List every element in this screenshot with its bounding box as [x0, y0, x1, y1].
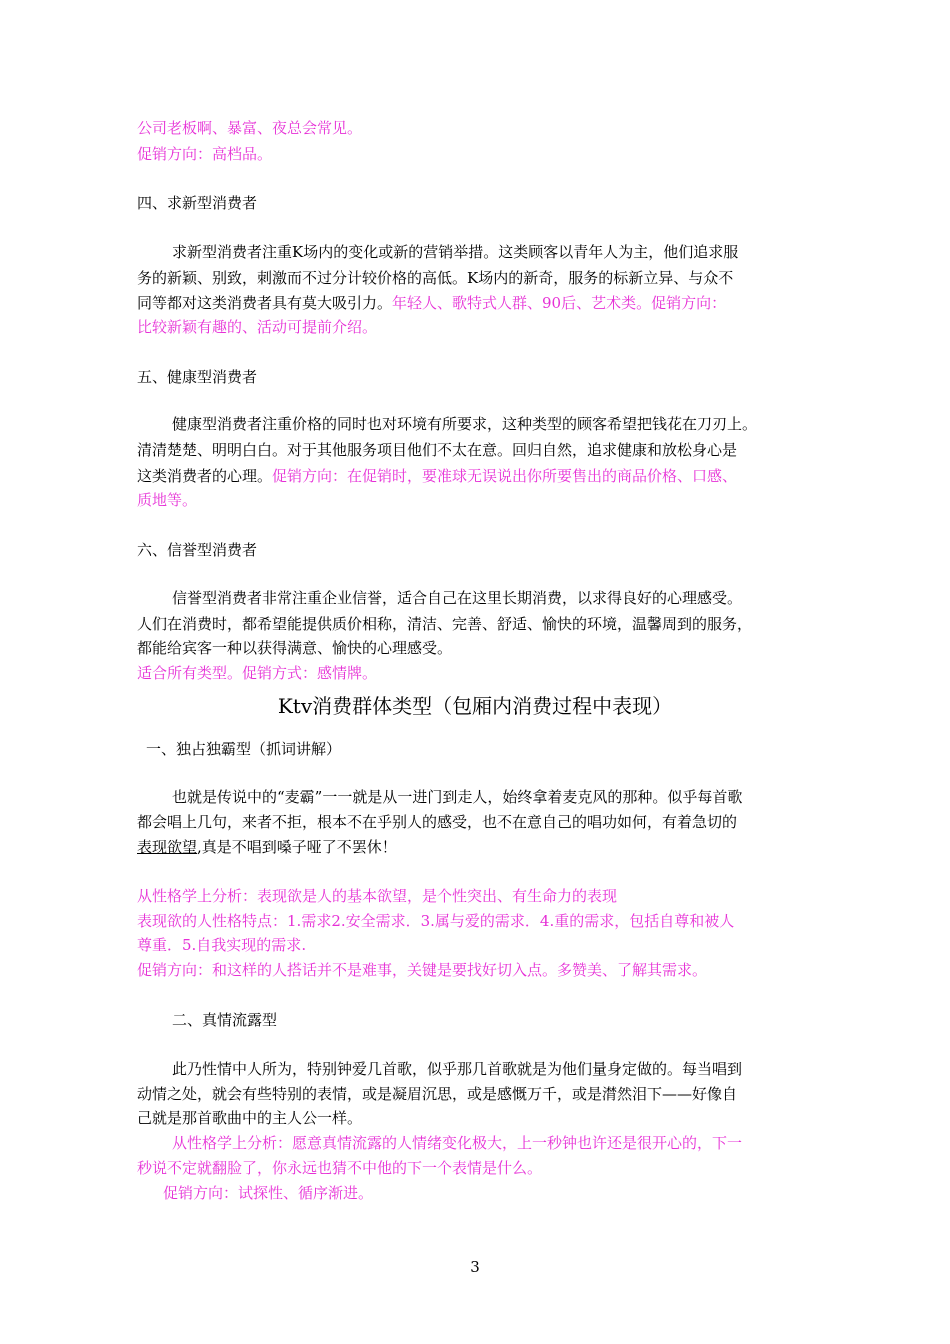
paragraph-line: 求新型消费者注重K场内的变化或新的营销举措。这类顾客以青年人为主，他们追求服	[172, 243, 739, 261]
analysis-line: 尊重．5.自我实现的需求.	[137, 936, 307, 954]
paragraph-line: 动情之处，就会有些特别的表情，或是凝眉沉思，或是感慨万千，或是潸然泪下——好像自	[137, 1085, 738, 1103]
text-span: ,真是不唱到嗓子哑了不罢休！	[197, 838, 397, 856]
highlight-span: 促销方向：在促销时，要准球无误说出你所要售出的商品价格、口感、	[272, 467, 738, 485]
analysis-line: 从性格学上分析：愿意真情流露的人情绪变化极大，上一秒钟也许还是很开心的，下一	[172, 1134, 743, 1152]
section-heading: 六、信誉型消费者	[137, 541, 258, 559]
text-line: 促销方向：高档品。	[137, 145, 273, 163]
paragraph-line	[137, 466, 737, 486]
section-title: Ktv消费群体类型（包厢内消费过程中表现）	[277, 694, 673, 718]
paragraph-line: 务的新颖、别致，刺激而不过分计较价格的高低。K场内的新奇，服务的标新立异、与众不	[137, 269, 734, 287]
page-number: 3	[470, 1258, 480, 1276]
paragraph-line: 都会唱上几句，来者不拒，根本不在乎别人的感受，也不在意自己的唱功如何，有着急切的	[137, 813, 738, 831]
paragraph-line	[137, 293, 726, 313]
paragraph-line: 人们在消费时，都希望能提供质价相称，清洁、完善、舒适、愉快的环境，温馨周到的服务，	[137, 615, 753, 633]
analysis-line: 促销方向：试探性、循序渐进。	[163, 1184, 374, 1202]
paragraph-line: 清清楚楚、明明白白。对于其他服务项目他们不太在意。回归自然，追求健康和放松身心是	[137, 441, 738, 459]
analysis-line: 表现欲的人性格特点：1.需求2.安全需求．3.属与爱的需求．4.重的需求，包括自尊和被人	[137, 912, 735, 930]
section-heading: 一、独占独霸型（抓词讲解）	[146, 740, 342, 758]
paragraph-line: 也就是传说中的“麦霸”一一就是从一进门到走人，始终拿着麦克风的那种。似乎每首歌	[172, 788, 743, 806]
analysis-line: 从性格学上分析：表现欲是人的基本欲望，是个性突出、有生命力的表现	[137, 887, 618, 905]
paragraph-line: 己就是那首歌曲中的主人公一样。	[137, 1109, 363, 1127]
text-span: 这类消费者的心理。	[137, 467, 273, 485]
text-line: 公司老板啊、暴富、夜总会常见。	[137, 119, 363, 137]
paragraph-line: 都能给宾客一种以获得满意、愉快的心理感受。	[137, 639, 453, 657]
paragraph-line	[137, 837, 397, 857]
paragraph-line: 比较新颖有趣的、活动可提前介绍。	[137, 318, 378, 336]
highlight-span: 年轻人、歌特式人群、90后、艺术类。促销方向：	[392, 294, 727, 312]
paragraph-line: 适合所有类型。促销方式：感情牌。	[137, 664, 378, 682]
analysis-line: 秒说不定就翻脸了，你永远也猜不中他的下一个表情是什么。	[137, 1159, 543, 1177]
analysis-line: 促销方向：和这样的人搭话并不是难事，关键是要找好切入点。多赞美、了解其需求。	[137, 961, 708, 979]
paragraph-line: 此乃性情中人所为，特别钟爱几首歌，似乎那几首歌就是为他们量身定做的。每当唱到	[172, 1060, 743, 1078]
paragraph-line: 质地等。	[137, 491, 198, 509]
section-heading: 四、求新型消费者	[137, 194, 258, 212]
section-heading: 二、真情流露型	[172, 1011, 278, 1029]
paragraph-line: 健康型消费者注重价格的同时也对环境有所要求，这种类型的顾客希望把钱花在刀刃上。	[172, 415, 758, 433]
underlined-term: 表现欲望	[137, 838, 198, 856]
section-heading: 五、健康型消费者	[137, 368, 258, 386]
text-span: 同等都对这类消费者具有莫大吸引力。	[137, 294, 393, 312]
paragraph-line: 信誉型消费者非常注重企业信誉，适合自己在这里长期消费，以求得良好的心理感受。	[172, 589, 743, 607]
